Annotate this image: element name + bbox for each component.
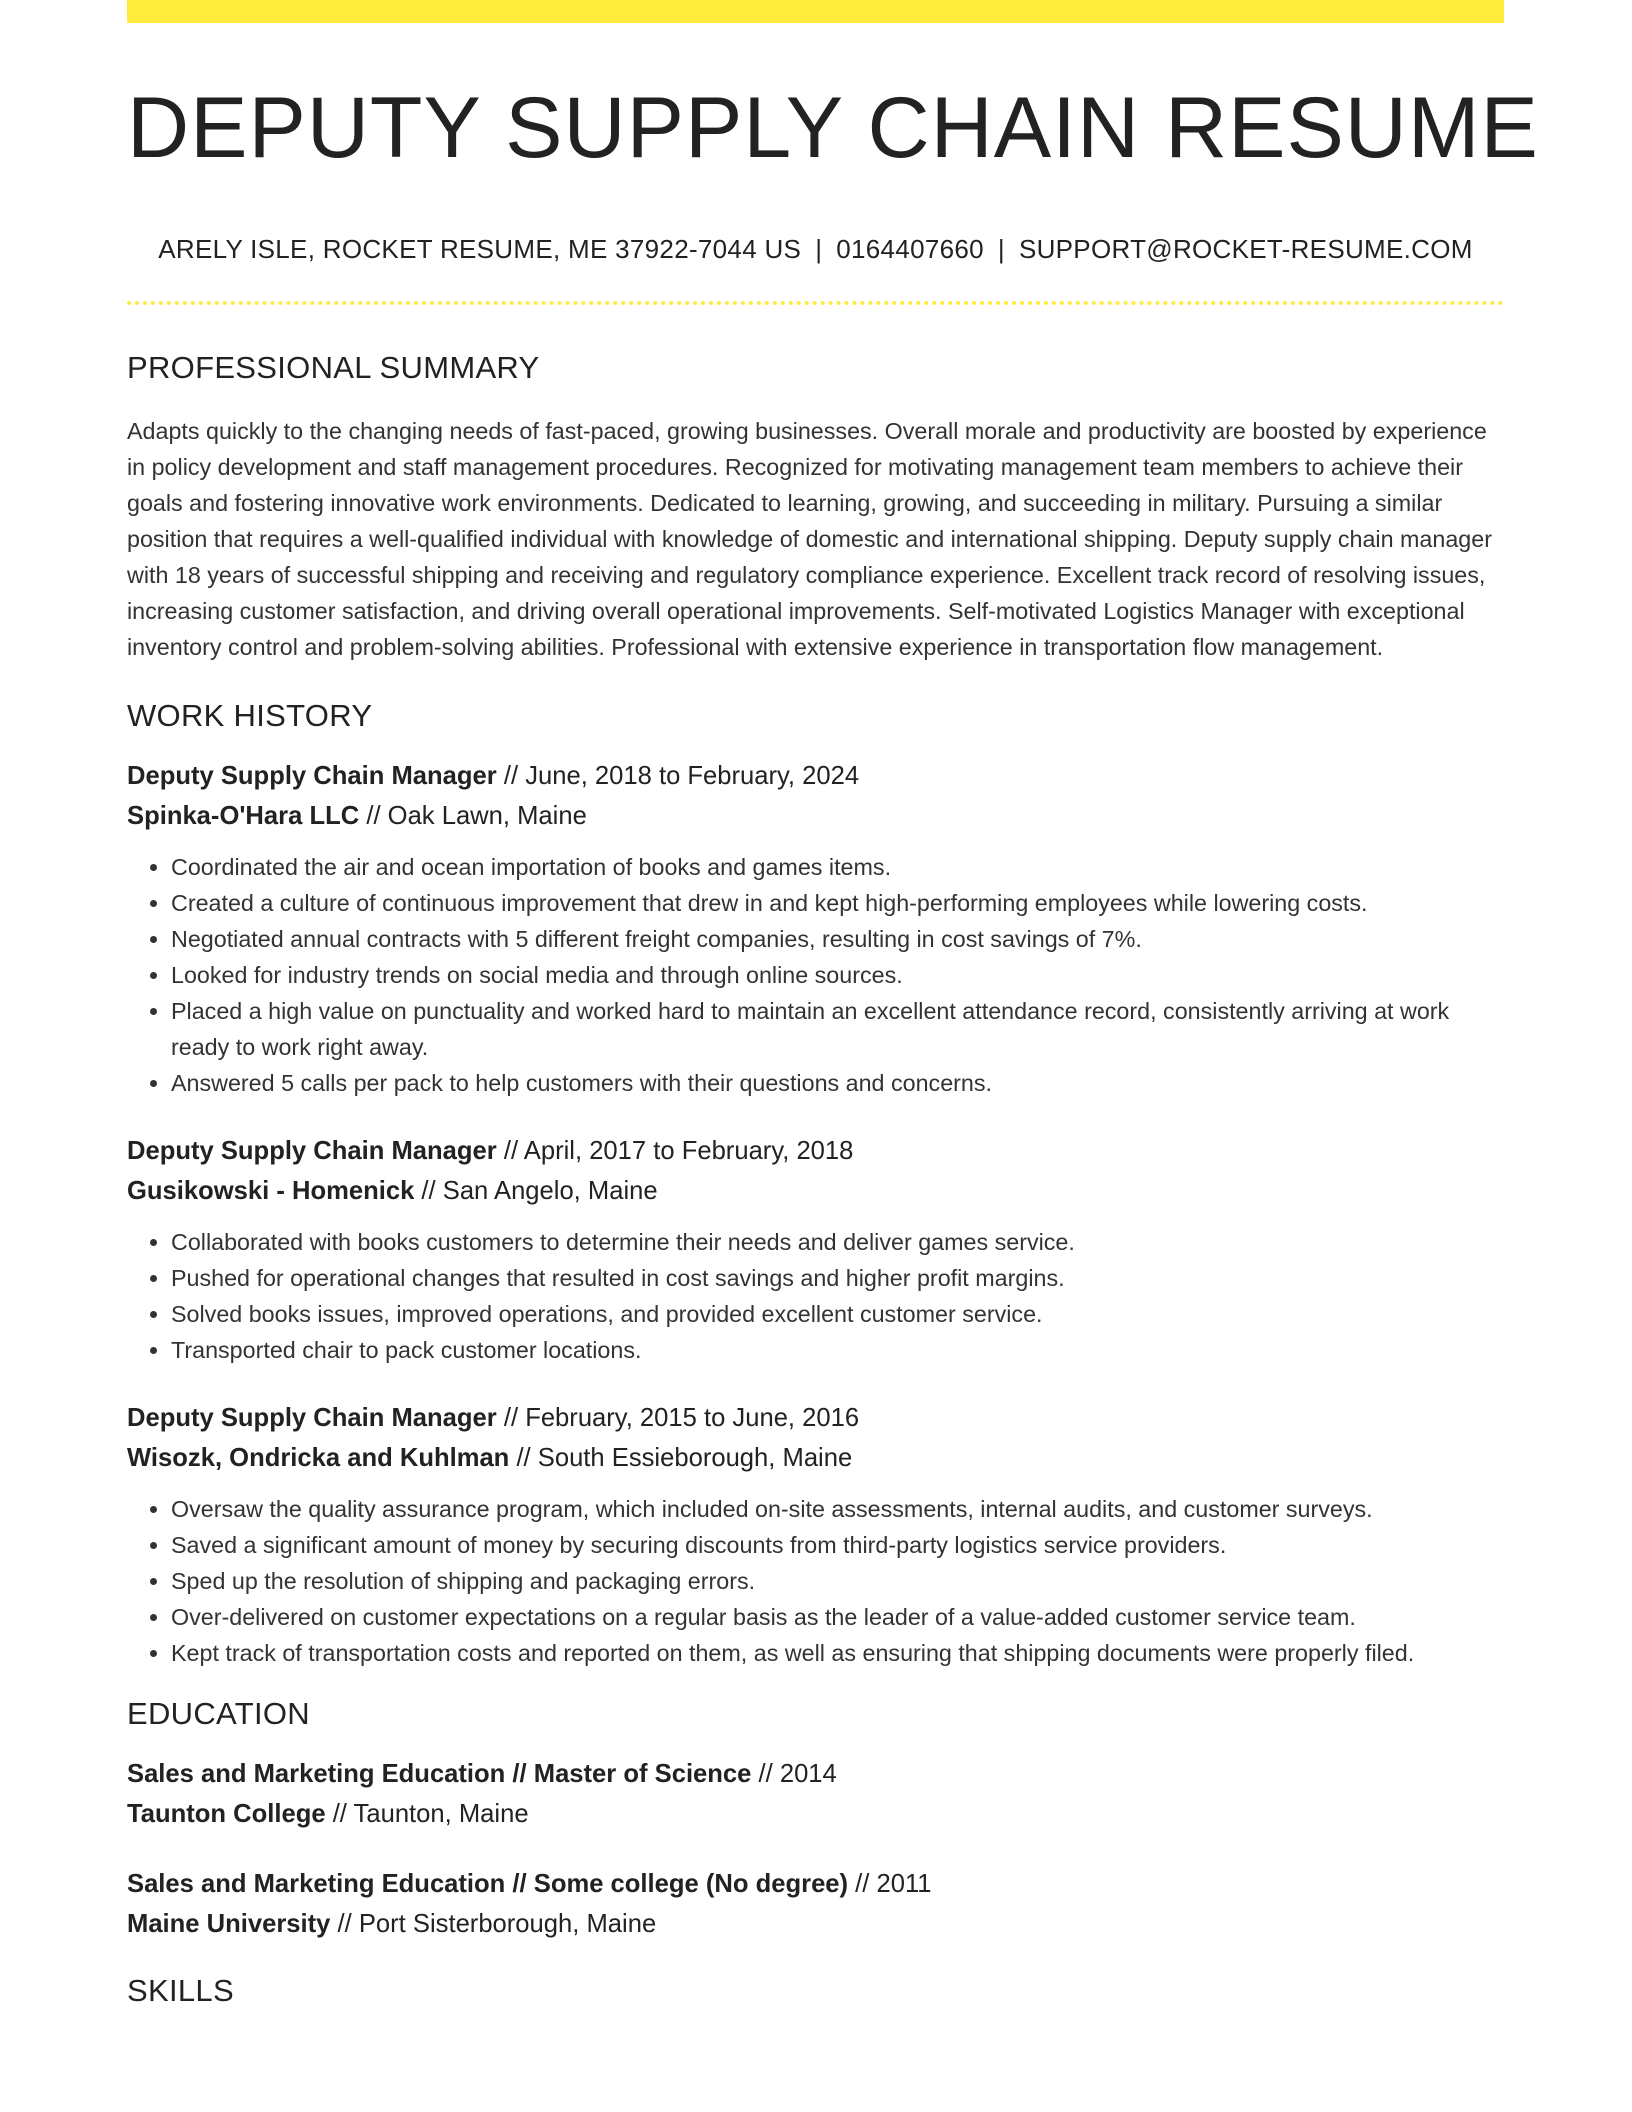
education-school: Maine University [127,1910,331,1939]
education-degree-line [127,1754,1504,1794]
job-title: Deputy Supply Chain Manager [127,762,497,791]
job-company: Gusikowski - Homenick [127,1177,415,1206]
job-dates: // June, 2018 to February, 2024 [496,762,860,791]
contact-separator: | [815,233,823,264]
bullet-item: • Created a culture of continuous improvement that drew in and kept high-performing employees while lowering costs. [171,885,1504,921]
education-year: // 2014 [751,1760,837,1789]
education-location: // Taunton, Maine [325,1800,529,1829]
job-location: // South Essieborough, Maine [509,1444,853,1473]
job-title-line [127,1398,1504,1438]
contact-email: SUPPORT@ROCKET-RESUME.COM [1018,233,1473,264]
education-degree: Sales and Marketing Education // Master of Science [127,1760,752,1789]
education-location: // Port Sisterborough, Maine [330,1910,657,1939]
job-dates: // April, 2017 to February, 2018 [496,1137,854,1166]
section-heading-work-history: WORK HISTORY [127,697,373,733]
bullet-item: • Collaborated with books customers to determine their needs and deliver games service. [171,1224,1504,1260]
job-entry [127,756,1504,1101]
job-dates: // February, 2015 to June, 2016 [496,1404,860,1433]
contact-address: ARELY ISLE, ROCKET RESUME, ME 37922-7044 US [158,233,802,264]
job-bullets [127,1224,1504,1368]
summary-text: Adapts quickly to the changing needs of fast-paced, growing businesses. Overall morale and productivity are boosted by experience in policy development and staff management procedures. Recognized for motivating management team members to achieve their goals and fostering innovative work environments. Dedicated to learning, growing, and succeeding in military. Pursuing a similar position that requires a well-qualified individual with knowledge of domestic and international shipping. Deputy supply chain manager with 18 years of successful shipping and receiving and regulatory compliance experience. Excellent track record of resolving issues, increasing customer satisfaction, and driving overall operational improvements. Self-motivated Logistics Manager with exceptional inventory control and problem-solving abilities. Professional with extensive experience in transportation flow management. [127,417,1492,660]
bullet-item: • Oversaw the quality assurance program, which included on-site assessments, internal audits, and customer surveys. [171,1491,1504,1527]
bullet-item: • Coordinated the air and ocean importation of books and games items. [171,849,1504,885]
job-entry [127,1131,1504,1368]
job-company-line [127,796,1504,836]
job-bullets [127,849,1504,1101]
bullet-item: • Looked for industry trends on social media and through online sources. [171,957,1504,993]
education-year: // 2011 [848,1870,932,1899]
education-degree-line [127,1864,1504,1904]
section-heading-skills: SKILLS [127,1973,234,2009]
bullet-item: • Placed a high value on punctuality and worked hard to maintain an excellent attendance record, consistently arriving at work ready to work right away. [171,993,1504,1065]
bullet-item: • Negotiated annual contracts with 5 different freight companies, resulting in cost savings of 7%. [171,921,1504,957]
header-divider [127,301,1504,305]
contact-phone: 0164407660 [836,233,984,264]
job-company: Spinka-O'Hara LLC [127,802,360,831]
job-location: // Oak Lawn, Maine [359,802,587,831]
bullet-item: • Transported chair to pack customer locations. [171,1332,1504,1368]
job-entry [127,1398,1504,1671]
bullet-item: • Sped up the resolution of shipping and packaging errors. [171,1563,1504,1599]
bullet-item: • Answered 5 calls per pack to help customers with their questions and concerns. [171,1065,1504,1101]
job-title: Deputy Supply Chain Manager [127,1137,497,1166]
section-heading-summary: PROFESSIONAL SUMMARY [127,349,540,385]
job-title: Deputy Supply Chain Manager [127,1404,497,1433]
job-company-line [127,1438,1504,1478]
job-bullets [127,1491,1504,1671]
bullet-item: • Kept track of transportation costs and reported on them, as well as ensuring that shipping documents were properly filed. [171,1635,1504,1671]
job-company: Wisozk, Ondricka and Kuhlman [127,1444,510,1473]
education-school: Taunton College [127,1800,326,1829]
job-title-line [127,1131,1504,1171]
contact-separator: | [997,233,1005,264]
job-company-line [127,1171,1504,1211]
resume-page [127,0,1539,2010]
education-school-line [127,1794,1504,1834]
bullet-item: • Solved books issues, improved operations, and provided excellent customer service. [171,1296,1504,1332]
section-heading-education: EDUCATION [127,1696,310,1732]
resume-title: DEPUTY SUPPLY CHAIN RESUME [127,80,1539,176]
bullet-item: • Over-delivered on customer expectations on a regular basis as the leader of a value-added customer service team. [171,1599,1504,1635]
bullet-item: • Pushed for operational changes that resulted in cost savings and higher profit margins. [171,1260,1504,1296]
job-title-line [127,756,1504,796]
bullet-item: • Saved a significant amount of money by securing discounts from third-party logistics service providers. [171,1527,1504,1563]
top-accent-bar [127,0,1504,23]
contact-line [127,234,1504,265]
education-school-line [127,1904,1504,1944]
education-entry [127,1864,1504,1944]
job-location: // San Angelo, Maine [414,1177,658,1206]
education-degree: Sales and Marketing Education // Some college (No degree) [127,1870,849,1899]
education-entry [127,1754,1504,1834]
